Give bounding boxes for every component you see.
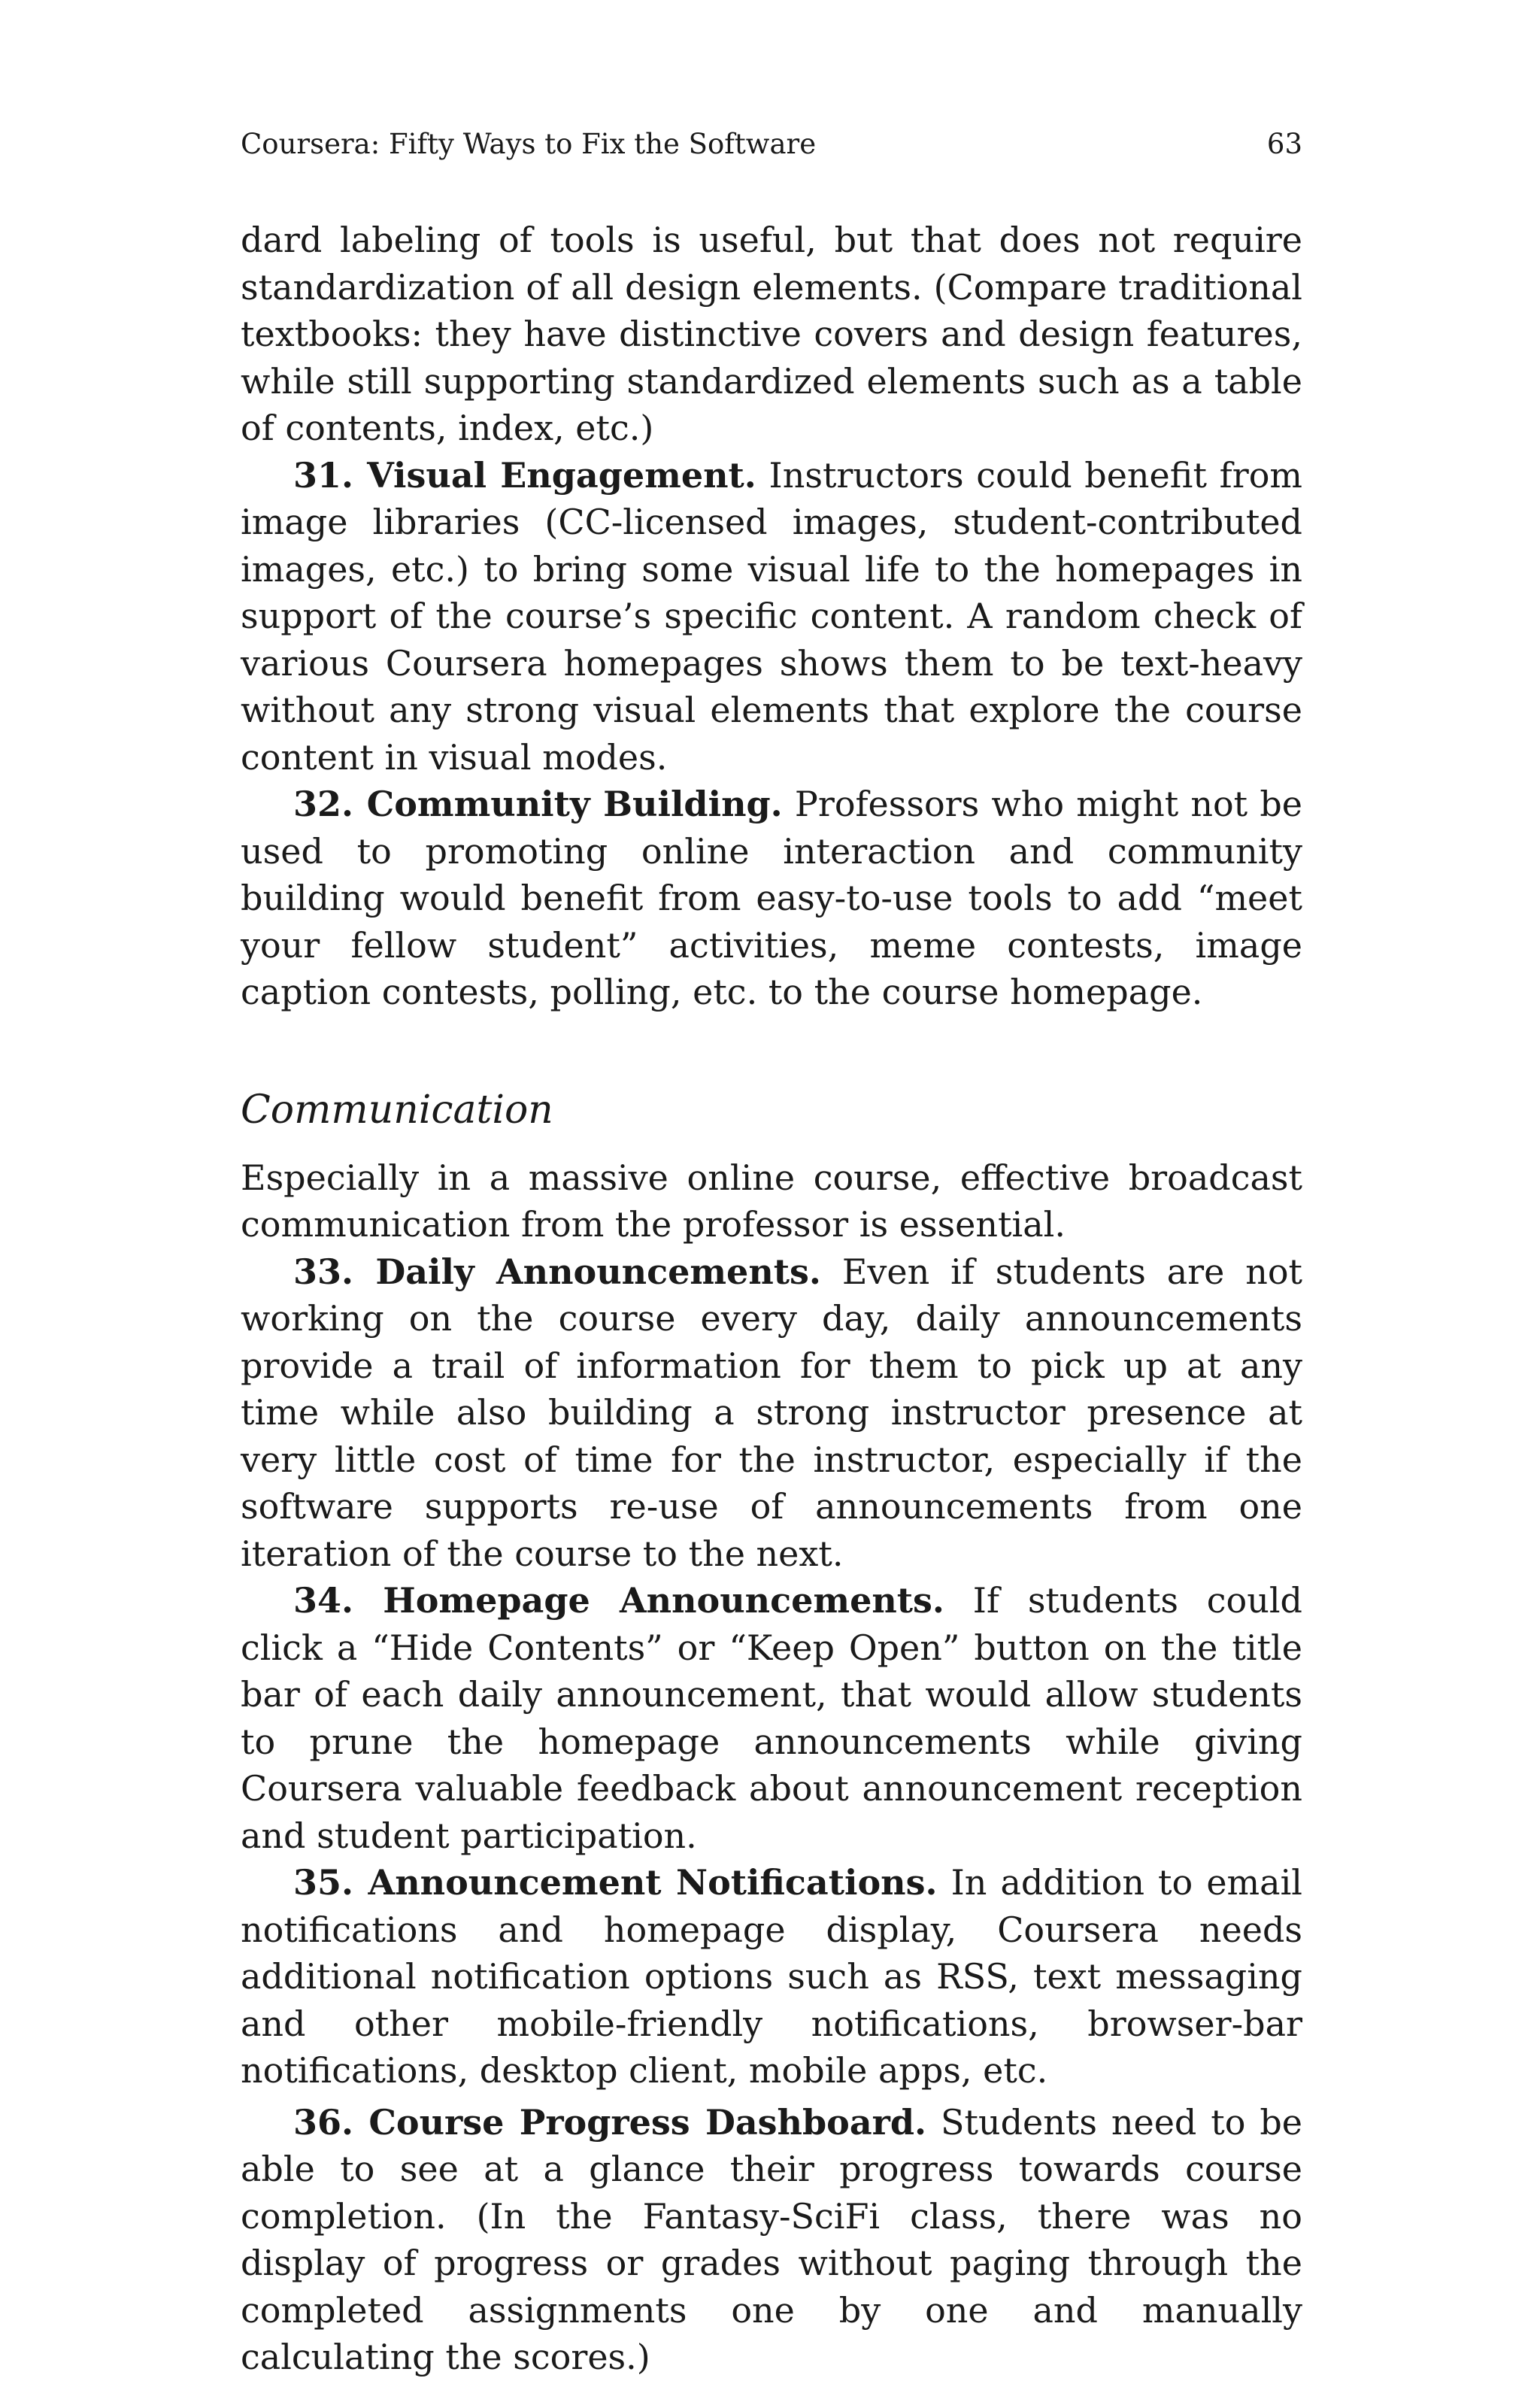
list-item-33 — [241, 1248, 1302, 1578]
item-heading — [293, 1251, 821, 1292]
running-title: Coursera: Fifty Ways to Fix the Software — [241, 128, 817, 160]
item-title: Community Building. — [366, 784, 783, 824]
page-number: 63 — [1266, 128, 1302, 160]
item-heading — [293, 1580, 944, 1621]
item-number: 32. — [293, 784, 354, 824]
list-item-35 — [241, 1859, 1302, 2094]
item-text: Even if students are not working on the course every day, daily announcements provide a trail of information for them to pick up at any time while also building a strong instructor presence at very little cost of time for the instructor, especially if the software supports re-use of announcements from one iteration of the course to the next. — [241, 1251, 1303, 1574]
body-text — [241, 217, 1302, 2381]
paragraph-continuation: dard labeling of tools is useful, but that does not require standardization of all design elements. (Compare traditional textbooks: they have distinctive covers and design features, while still supporting standardized elements such as a table of contents, index, etc.) — [241, 220, 1302, 448]
section-heading: Communication — [241, 1087, 553, 1133]
item-title: Homepage Announcements. — [383, 1580, 944, 1621]
item-number: 34. — [293, 1580, 354, 1621]
item-number: 33. — [293, 1251, 354, 1292]
item-title: Course Progress Dashboard. — [368, 2101, 927, 2143]
item-text: Professors who might not be used to promoting online interaction and community building would benefit from easy-to-use tools to add “meet your fellow student” activities, meme contests, image caption contests, polling, etc. to the course homepage. — [241, 784, 1303, 1012]
item-heading — [293, 2102, 926, 2143]
item-number: 35. — [293, 1862, 354, 1903]
item-text: In addition to email notifications and homepage display, Coursera needs additional notification options such as RSS, text messaging and other mobile-friendly notifications, browser-bar notifications, desktop client, mobile apps, etc. — [241, 1862, 1303, 2091]
running-head — [241, 126, 1302, 162]
list-item-32 — [241, 781, 1302, 1016]
list-item-31 — [241, 452, 1302, 781]
item-title: Daily Announcements. — [375, 1251, 821, 1292]
list-item-34 — [241, 1577, 1302, 1859]
item-text: Instructors could benefit from image libraries (CC-licensed images, student-contributed images, etc.) to bring some visual life to the homepages in support of the course’s specific content. A random check of various Coursera homepages shows them to be text-heavy without any strong visual elements that explore the course content in visual modes. — [241, 454, 1303, 778]
item-text: Students need to be able to see at a glance their progress towards course completion. (In the Fantasy-SciFi class, there was no display of progress or grades without paging through the completed assignments one by one and manually calculating the scores.) — [241, 2101, 1302, 2377]
item-heading — [293, 784, 783, 824]
item-number: 36. — [293, 2101, 354, 2143]
item-title: Visual Engagement. — [367, 454, 756, 496]
item-heading — [293, 1862, 938, 1903]
section-intro: Especially in a massive online course, effective broadcast communication from the professor is essential. — [241, 1157, 1302, 1245]
item-number: 31. — [293, 454, 354, 496]
list-item-36 — [241, 2099, 1302, 2381]
item-text: If students could click a “Hide Contents” or “Keep Open” button on the title bar of each daily announcement, that would allow students to prune the homepage announcements while giving Coursera valuable feedback about announcement reception and student participation. — [241, 1580, 1302, 1856]
item-title: Announcement Notifications. — [368, 1862, 938, 1903]
item-heading — [293, 455, 756, 496]
